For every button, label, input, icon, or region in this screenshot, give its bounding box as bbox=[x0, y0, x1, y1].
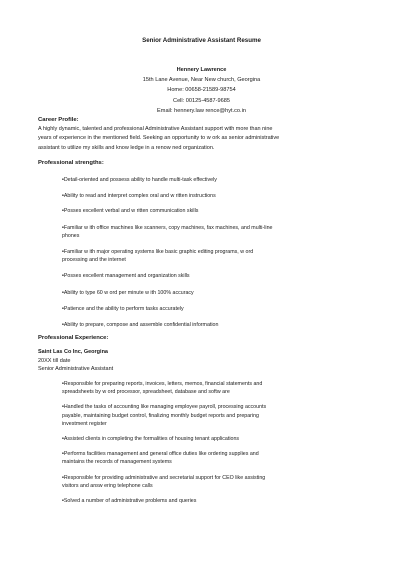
experience-list bbox=[62, 380, 324, 505]
employer-block bbox=[38, 348, 113, 374]
bullet-icon: • bbox=[62, 474, 64, 481]
list-item: •Familiar w ith major operating systems like basic graphic editing programs, w ord processing and the internet bbox=[62, 249, 254, 264]
applicant-name: Hennery Lawrence bbox=[176, 67, 227, 73]
contact-block bbox=[0, 65, 403, 116]
bullet-icon: • bbox=[62, 249, 64, 256]
job-role: Senior Administrative Assistant bbox=[38, 366, 114, 373]
contact-email: Email: hennery.law rence@hyt.co.in bbox=[157, 107, 246, 114]
strengths-heading: Professional strengths: bbox=[38, 160, 104, 166]
bullet-icon: • bbox=[62, 381, 64, 387]
bullet-icon: • bbox=[62, 208, 64, 215]
list-item: •Performs facilities management and general office duties like ordering supplies and maintains the records of management systems bbox=[62, 451, 259, 466]
list-item: •Posses excellent verbal and w ritten communication skills bbox=[62, 208, 199, 215]
bullet-icon: • bbox=[62, 404, 64, 411]
list-item: •Ability to prepare, compose and assemble confidential information bbox=[62, 322, 219, 329]
contact-home-phone: Home: 00658-21589-98754 bbox=[167, 87, 236, 94]
bullet-icon: • bbox=[62, 305, 64, 312]
career-profile-line: A highly dynamic, talented and professional Administrative Assistant support with more than nine bbox=[38, 126, 273, 132]
career-profile-line: assistant to utilize my skills and know ledge in a renow ned organization. bbox=[38, 144, 215, 151]
contact-cell-phone: Cell: 00125-4587-9685 bbox=[173, 97, 230, 104]
bullet-icon: • bbox=[62, 289, 64, 296]
list-item: •Familiar w ith office machines like scanners, copy machines, fax machines, and multi-line phones bbox=[62, 224, 273, 239]
bullet-icon: • bbox=[62, 273, 64, 280]
bullet-icon: • bbox=[62, 177, 64, 183]
list-item: •Responsible for providing administrative and secretarial support for CEO like assisting visitors and answ ering telephone calls bbox=[62, 474, 266, 489]
experience-heading: Professional Experience: bbox=[38, 335, 109, 341]
list-item: •Posses excellent management and organization skills bbox=[62, 273, 190, 280]
career-profile-text bbox=[38, 125, 373, 153]
list-item: •Handled the tasks of accounting like managing employee payroll, processing accounts payable, maintaining budget control, finalizing monthly budget reports and preparing investment register bbox=[62, 404, 267, 427]
bullet-icon: • bbox=[62, 192, 64, 199]
document-title: Senior Administrative Assistant Resume bbox=[142, 37, 261, 44]
bullet-icon: • bbox=[62, 322, 64, 329]
list-item: •Detail-oriented and possess ability to handle multi-task effectively bbox=[62, 177, 217, 183]
strengths-list bbox=[62, 176, 324, 329]
list-item: •Ability to read and interpret complex oral and w ritten instructions bbox=[62, 192, 216, 199]
company-name: Saint Las Co Inc, Georgina bbox=[38, 349, 108, 355]
bullet-icon: • bbox=[62, 451, 64, 458]
bullet-icon: • bbox=[62, 436, 64, 443]
bullet-icon: • bbox=[62, 498, 64, 505]
list-item: •Assisted clients in completing the formalities of housing tenant applications bbox=[62, 436, 240, 443]
career-profile-heading: Career Profile: bbox=[38, 117, 79, 123]
employment-dates: 20XX till date bbox=[38, 357, 71, 364]
list-item: •Patience and the ability to perform tasks accurately bbox=[62, 305, 184, 312]
list-item: •Solved a number of administrative problems and queries bbox=[62, 498, 197, 505]
list-item: •Responsible for preparing reports, invoices, letters, memos, financial statements and spreadsheets by w ord processor, spreadsheet, database and softw are bbox=[62, 381, 263, 396]
list-item: •Ability to type 60 w ord per minute w ith 100% accuracy bbox=[62, 289, 194, 296]
contact-address: 15th Lane Avenue, Near New church, Georgina bbox=[142, 77, 261, 84]
career-profile-line: years of experience in the mentioned field. Seeking an opportunity to w ork as senior administrative bbox=[38, 135, 280, 142]
bullet-icon: • bbox=[62, 224, 64, 231]
